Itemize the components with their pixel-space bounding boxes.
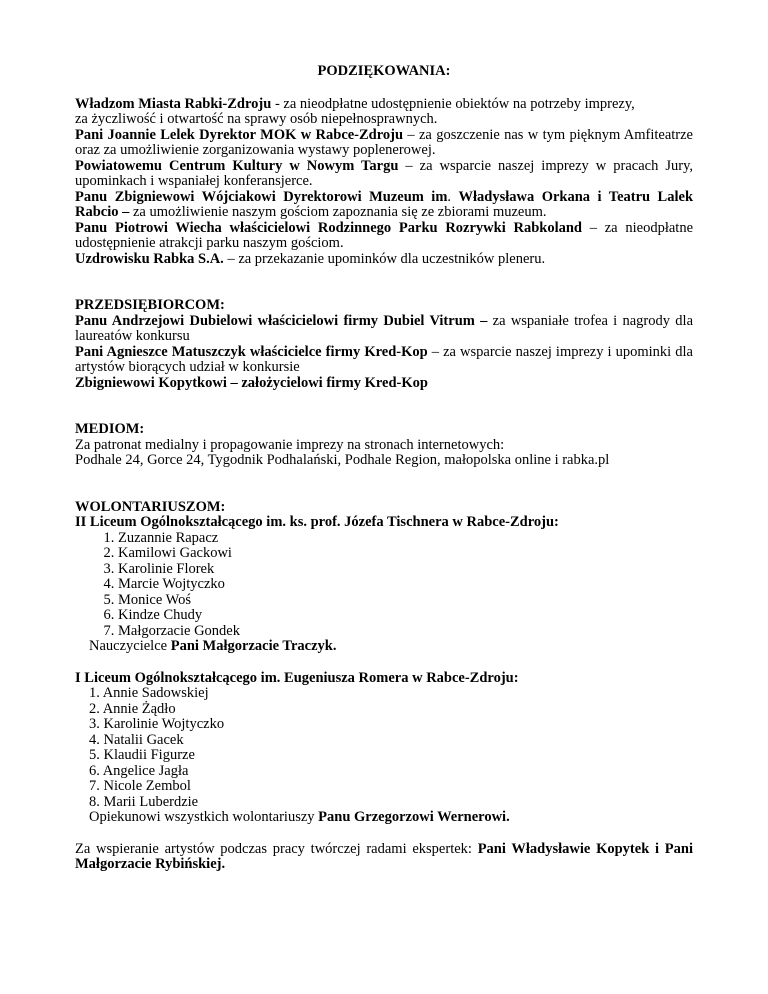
school2-heading: I Liceum Ogólnokształcącego im. Eugeniusza Romera w Rabce-Zdroju:: [75, 669, 519, 686]
list-item: 7. Nicole Zembol: [89, 778, 191, 794]
media-line2: Podhale 24, Gorce 24, Tygodnik Podhalański, Podhale Region, małopolska online i rabka.pl: [75, 452, 610, 468]
volunteer-list-1: [75, 531, 693, 640]
list-item: 6. Angelice Jagła: [89, 762, 189, 779]
entrepreneurs-heading: PRZEDSIĘBIORCOM:: [75, 297, 225, 313]
list-item: 1. Zuzannie Rapacz: [118, 531, 693, 547]
closing-paragraph: Za wspieranie artystów podczas pracy twórczej radami ekspertek: Pani Władysławie Kopytek i Pani Małgorzacie Rybińskiej.: [75, 840, 693, 872]
list-item: 8. Marii Luberdzie: [89, 793, 199, 810]
thanks-city: Władzom Miasta Rabki-Zdroju - za nieodpłatne udostępnienie obiektów na potrzeby imprezy,: [75, 95, 635, 112]
list-item: 7. Małgorzacie Gondek: [118, 624, 693, 640]
guardian-line: Opiekunowi wszystkich wolontariuszy Panu Grzegorzowi Wernerowi.: [89, 809, 510, 825]
thanks-city-cont: za życzliwość i otwartość na sprawy osób niepełnosprawnych.: [75, 111, 438, 127]
page-title: PODZIĘKOWANIA:: [317, 63, 451, 79]
list-item: 5. Monice Woś: [118, 593, 693, 609]
thanks-uzdrowisko: Uzdrowisku Rabka S.A. – za przekazanie upominków dla uczestników pleneru.: [75, 250, 546, 267]
teacher-line: Nauczycielce Pani Małgorzacie Traczyk.: [89, 638, 337, 654]
list-item: 6. Kindze Chudy: [118, 608, 693, 624]
list-item: 2. Annie Żądło: [89, 700, 176, 717]
list-item: 2. Kamilowi Gackowi: [118, 546, 693, 562]
media-heading: MEDIOM:: [75, 421, 145, 437]
list-item: 4. Marcie Wojtyczko: [118, 577, 693, 593]
list-item: 4. Natalii Gacek: [89, 731, 184, 748]
media-line1: Za patronat medialny i propagowanie imprezy na stronach internetowych:: [75, 436, 505, 453]
entrepreneur-matuszczyk: Pani Agnieszce Matuszczyk właścicielce firmy Kred-Kop – za wsparcie naszej imprezy i upominki dla artystów biorących udział w konkursie: [75, 343, 693, 375]
volunteers-heading: WOLONTARIUSZOM:: [75, 498, 226, 515]
thanks-pck: Powiatowemu Centrum Kultury w Nowym Targu – za wsparcie naszej imprezy w pracach Jury, upominkach i wspaniałej konferansjerce.: [75, 157, 694, 189]
volunteer-list-2: [75, 686, 693, 810]
entrepreneur-kopytek: Zbigniewowi Kopytkowi – założycielowi firmy Kred-Kop: [75, 374, 428, 391]
list-item: 3. Karolinie Wojtyczko: [89, 716, 225, 732]
list-item: 3. Karolinie Florek: [118, 562, 693, 578]
thanks-mok: Pani Joannie Lelek Dyrektor MOK w Rabce-Zdroju – za goszczenie nas w tym pięknym Amfiteatrze oraz za umożliwienie zorganizowania wystawy poplenerowej.: [75, 126, 693, 158]
entrepreneur-dubiel: Panu Andrzejowi Dubielowi właścicielowi firmy Dubiel Vitrum – za wspaniałe trofea i nagrody dla laureatów konkursu: [75, 312, 693, 344]
thanks-rabkoland: Panu Piotrowi Wiecha właścicielowi Rodzinnego Parku Rozrywki Rabkoland – za nieodpłatne udostępnienie atrakcji parku naszym gościom.: [75, 219, 694, 251]
list-item: 1. Annie Sadowskiej: [89, 685, 209, 701]
thanks-museum: Panu Zbigniewowi Wójciakowi Dyrektorowi Muzeum im. Władysława Orkana i Teatru Lalek Rabcio – za umożliwienie naszym gościom zapoznania się ze zbiorami muzeum.: [75, 188, 694, 220]
school1-heading: II Liceum Ogólnokształcącego im. ks. prof. Józefa Tischnera w Rabce-Zdroju:: [75, 514, 559, 530]
list-item: 5. Klaudii Figurze: [89, 747, 195, 763]
